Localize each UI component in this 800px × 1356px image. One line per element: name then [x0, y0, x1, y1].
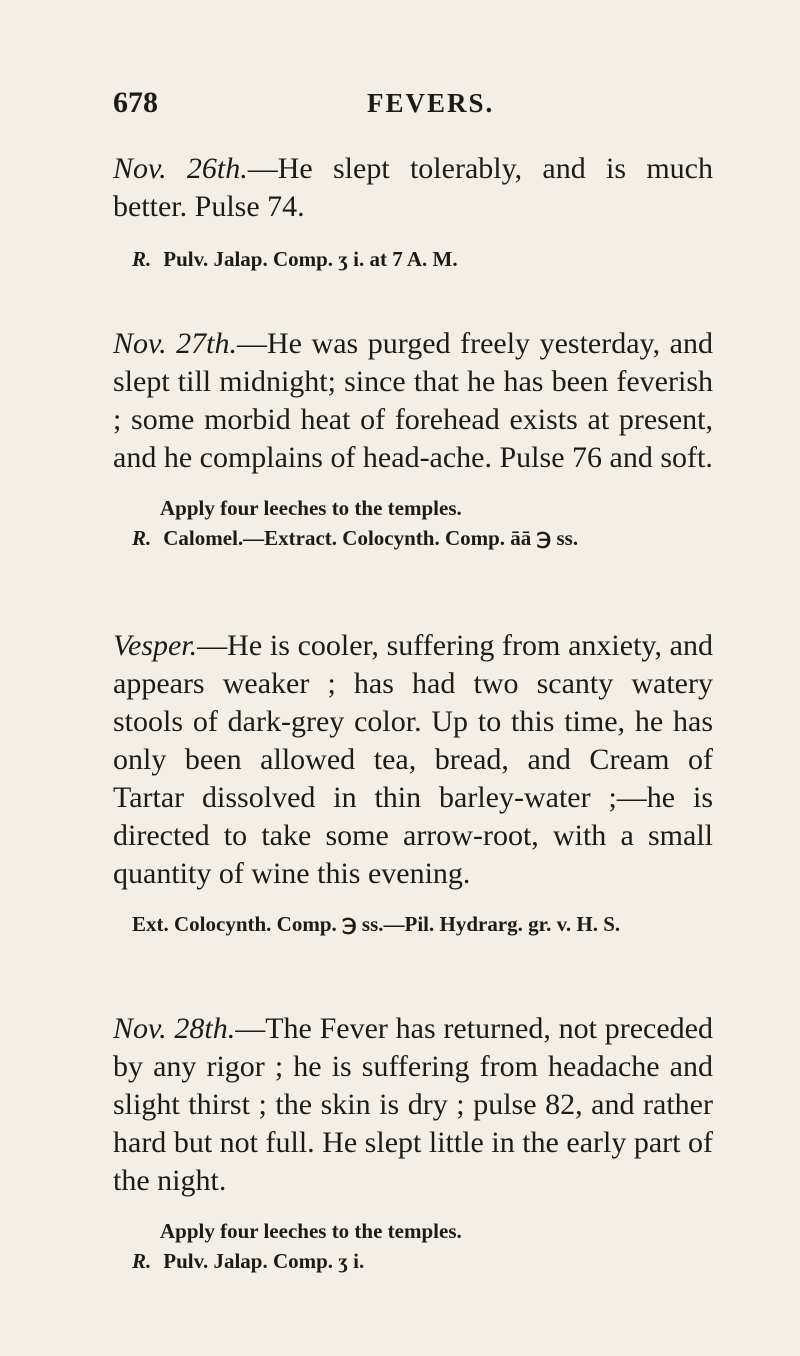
entry-nov-28: [113, 1010, 713, 1273]
entry-text: —He is cooler, suffering from anxiety, and appears weaker ; has had two scanty watery stools of dark-grey color. Up to this time, he has only been allowed tea, bread, and Cream of Tartar dissolved in thin barley-water ;—he is directed to take some arrow-root, with a small quantity of wine this evening.: [113, 629, 713, 890]
instruction-block: [132, 493, 712, 553]
entry-nov-26: [113, 150, 713, 271]
entry-text: —He slept tolerably, and is much better. Pulse 74.: [113, 152, 713, 223]
prescription: [132, 526, 578, 550]
entry-nov-27: [113, 325, 713, 550]
entry-date: Vesper.: [113, 629, 198, 662]
prescription: [132, 244, 712, 274]
entry-text: —The Fever has returned, not preceded by any rigor ; he is suffering from headache and slight thirst ; the skin is dry ; pulse 82, and rather hard but not full. He slept little in the early part of the night.: [113, 1012, 713, 1197]
prescription: [132, 1249, 364, 1273]
page-header: [113, 86, 713, 126]
recipe-symbol: R.: [132, 247, 152, 271]
instruction-text: Apply four leeches to the temples.: [160, 1219, 462, 1243]
prescription-text: Ext. Colocynth. Comp. ℈ ss.—Pil. Hydrarg. gr. v. H. S.: [132, 912, 621, 936]
recipe-symbol: R.: [132, 1249, 152, 1273]
prescription-text: Calomel.—Extract. Colocynth. Comp. āā ℈ ss.: [163, 526, 579, 550]
prescription: [132, 909, 712, 939]
page-number: 678: [113, 86, 158, 119]
instruction-text: Apply four leeches to the temples.: [160, 496, 462, 520]
instruction-block: [132, 1216, 712, 1276]
prescription-text: Pulv. Jalap. Comp. ʒ i. at 7 A. M.: [163, 247, 458, 271]
entry-vesper: [113, 627, 713, 936]
entry-date: Nov. 28th.: [113, 1012, 236, 1045]
prescription-text: Pulv. Jalap. Comp. ʒ i.: [163, 1249, 365, 1273]
recipe-symbol: R.: [132, 526, 152, 550]
entry-text: —He was purged freely yesterday, and slept till midnight; since that he has been feverish ; some morbid heat of forehead exists at present, and he complains of head-ache. Pulse 76 and soft.: [113, 327, 713, 474]
running-head: FEVERS.: [367, 88, 495, 118]
entry-date: Nov. 26th.: [113, 152, 248, 185]
entry-date: Nov. 27th.: [113, 327, 237, 360]
